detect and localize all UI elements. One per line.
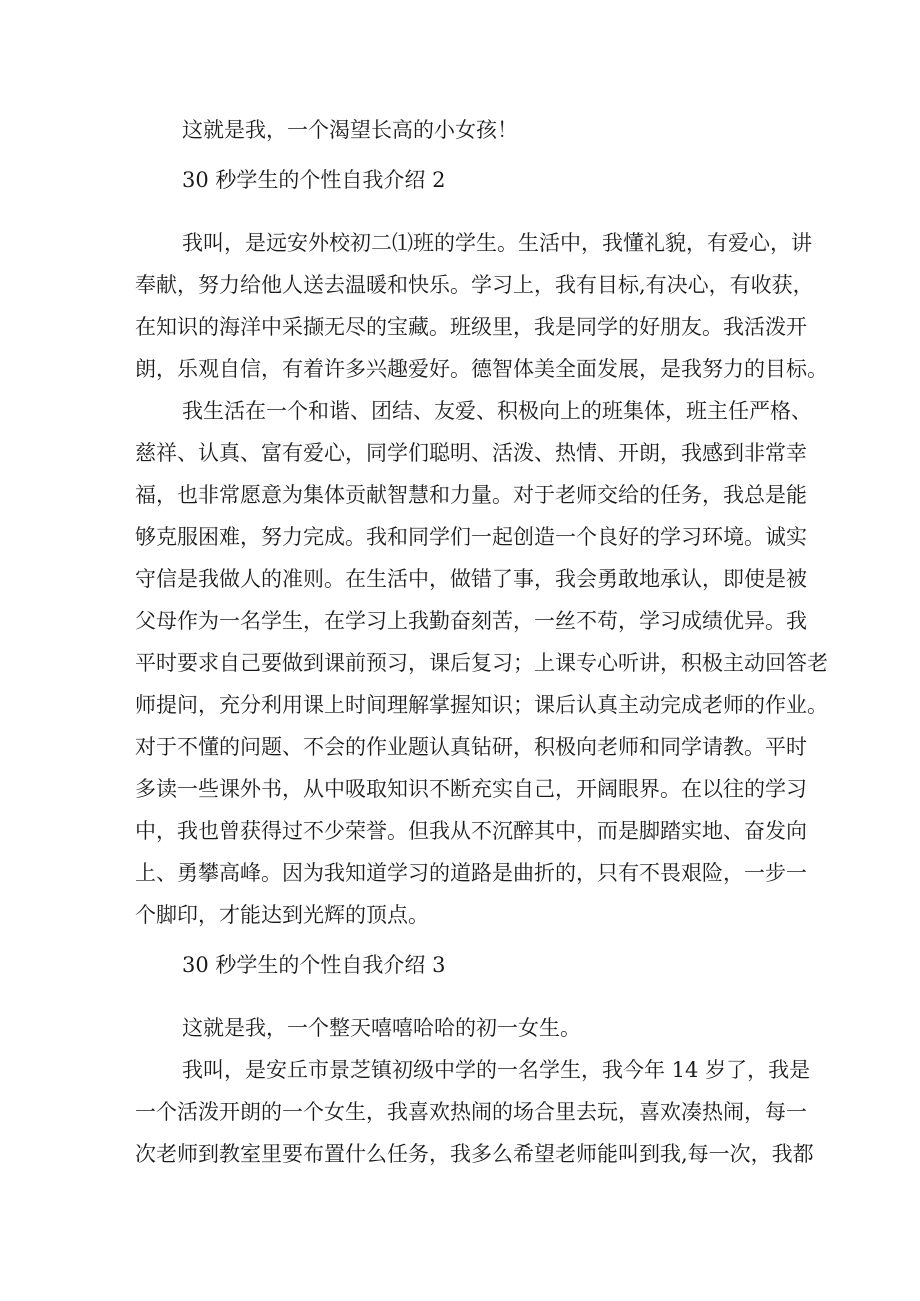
paragraph-line: 个脚印，才能达到光辉的顶点。	[135, 903, 429, 927]
section-3-intro-line: 这就是我，一个整天嘻嘻哈哈的初一女生。	[182, 1016, 581, 1040]
paragraph-line: 我叫，是远安外校初二⑴班的学生。生活中，我懂礼貌，有爱心，讲	[182, 231, 812, 255]
paragraph-line: 福，也非常愿意为集体贡献智慧和力量。对于老师交给的任务，我总是能	[135, 483, 807, 507]
section-heading-2: 30 秒学生的个性自我介绍 2	[182, 168, 446, 192]
paragraph-line: 够克服困难，努力完成。我和同学们一起创造一个良好的学习环境。诚实	[135, 525, 807, 549]
paragraph-line: 守信是我做人的准则。在生活中，做错了事，我会勇敢地承认，即使是被	[135, 567, 807, 591]
paragraph-line: 父母作为一名学生，在学习上我勤奋刻苦，一丝不苟，学习成绩优异。我	[135, 609, 807, 633]
section-heading-3: 30 秒学生的个性自我介绍 3	[182, 953, 446, 977]
paragraph-line: 次老师到教室里要布置什么任务，我多么希望老师能叫到我,每一次，我都	[135, 1142, 814, 1166]
paragraph-line: 慈祥、认真、富有爱心，同学们聪明、活泼、热情、开朗，我感到非常幸	[135, 441, 807, 465]
intro-line: 这就是我，一个渴望长高的小女孩！	[182, 118, 518, 142]
paragraph-line: 多读一些课外书，从中吸取知识不断充实自己，开阔眼界。在以往的学习	[135, 777, 807, 801]
paragraph-line: 我叫，是安丘市景芝镇初级中学的一名学生，我今年 14 岁了，我是	[182, 1058, 811, 1082]
paragraph-line: 上、勇攀高峰。因为我知道学习的道路是曲折的，只有不畏艰险，一步一	[135, 861, 807, 885]
paragraph-line: 中，我也曾获得过不少荣誉。但我从不沉醉其中，而是脚踏实地、奋发向	[135, 819, 807, 843]
paragraph-line: 对于不懂的问题、不会的作业题认真钻研，积极向老师和同学请教。平时	[135, 735, 807, 759]
paragraph-line: 一个活泼开朗的一个女生，我喜欢热闹的场合里去玩，喜欢凑热闹，每一	[135, 1100, 807, 1124]
paragraph-line: 师提问，充分利用课上时间理解掌握知识；课后认真主动完成老师的作业。	[135, 693, 828, 717]
paragraph-line: 奉献，努力给他人送去温暖和快乐。学习上，我有目标,有决心，有收获，	[135, 273, 814, 297]
paragraph-line: 在知识的海洋中采撷无尽的宝藏。班级里，我是同学的好朋友。我活泼开	[135, 315, 807, 339]
paragraph-line: 朗，乐观自信，有着许多兴趣爱好。德智体美全面发展，是我努力的目标。	[135, 357, 828, 381]
paragraph-line: 我生活在一个和谐、团结、友爱、积极向上的班集体，班主任严格、	[182, 399, 812, 423]
paragraph-line: 平时要求自己要做到课前预习，课后复习；上课专心听讲，积极主动回答老	[135, 651, 828, 675]
